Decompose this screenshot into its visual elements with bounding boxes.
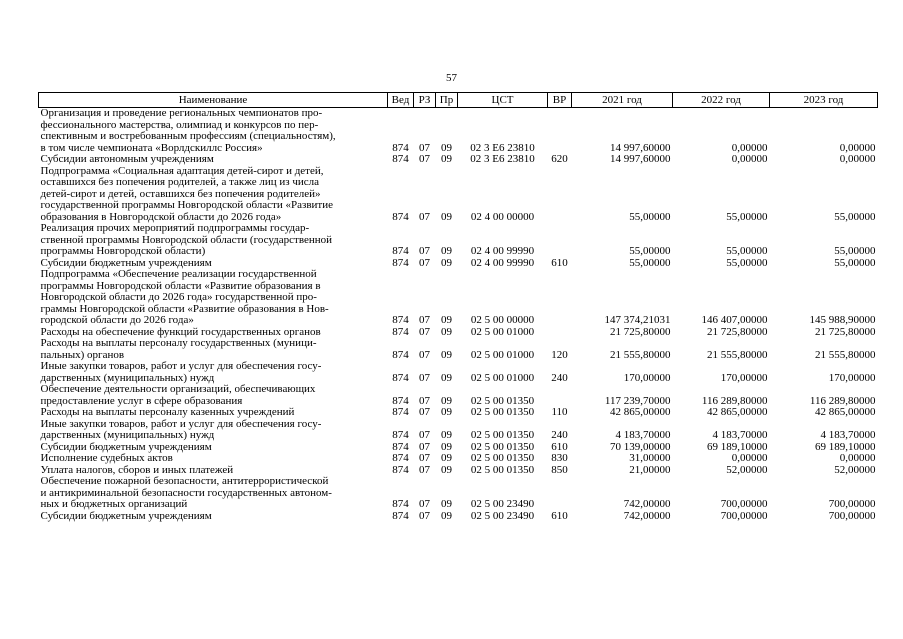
cell-y2023: 21 725,80000: [815, 325, 876, 338]
cell-ved: 874: [392, 325, 409, 338]
cell-cst: 02 5 00 00000: [470, 314, 535, 326]
cell-vr: [548, 476, 572, 511]
cell-pr: 09: [441, 429, 452, 441]
cell-ved: 874: [392, 245, 409, 257]
page-number: 57: [446, 72, 457, 84]
table-body: [39, 108, 878, 523]
cell-y2022: 116 289,80000: [701, 394, 768, 407]
cell-vr: [548, 327, 572, 339]
cell-pr: 09: [441, 256, 452, 269]
cell-y2021: 55,00000: [629, 245, 671, 257]
cell-cst: 02 5 00 23490: [470, 509, 535, 522]
cell-name: [39, 154, 388, 166]
table-row: [39, 453, 878, 465]
cell-cst: 02 5 00 23490: [470, 498, 535, 510]
cell-cst: 02 5 00 01350: [470, 429, 535, 441]
cell-name-line: государственной программы Новгородской области «Развитие: [40, 199, 333, 211]
cell-y2023: 55,00000: [834, 256, 876, 269]
cell-vr: [548, 166, 572, 224]
cell-name-line: дарственных (муниципальных) нужд: [40, 429, 215, 441]
cell-y2023: 4 183,70000: [820, 429, 876, 441]
cell-cst: 02 4 00 00000: [470, 210, 535, 223]
cell-y2022: 146 407,00000: [701, 314, 768, 326]
cell-y2022: 55,00000: [726, 256, 768, 269]
cell-vr: 850: [551, 463, 568, 476]
cell-vr: 620: [551, 153, 568, 165]
cell-rz: 07: [419, 348, 430, 361]
cell-rz: 07: [419, 245, 430, 257]
table-row: [39, 407, 878, 419]
cell-ved: 874: [392, 406, 409, 418]
cell-pr: 09: [441, 325, 452, 338]
cell-y2021: 4 183,70000: [615, 429, 671, 441]
cell-y2023: 55,00000: [834, 210, 876, 223]
cell-name-line: детей-сирот и детей, оставшихся без попечения родителей»: [40, 187, 321, 200]
cell-rz: 07: [419, 463, 430, 476]
cell-vr: [548, 269, 572, 327]
cell-y2021: 742,00000: [623, 509, 671, 522]
cell-rz: 07: [419, 141, 430, 154]
cell-y2022: 700,00000: [720, 509, 768, 522]
table-row: [39, 476, 878, 511]
cell-ved: 874: [392, 153, 409, 165]
cell-ved: 874: [392, 498, 409, 510]
cell-ved: 874: [392, 256, 409, 269]
cell-ved: 874: [392, 394, 409, 407]
cell-name-line: Обеспечение деятельности организаций, обеспечивающих: [40, 383, 316, 395]
cell-rz: 07: [419, 509, 430, 522]
cell-y2023: 0,00000: [839, 141, 876, 154]
cell-name: [39, 269, 388, 327]
cell-name: [39, 419, 388, 442]
cell-rz: 07: [419, 440, 430, 453]
cell-name: [39, 453, 388, 465]
cell-name-line: Подпрограмма «Социальная адаптация детей-сирот и детей,: [40, 164, 324, 177]
cell-name: [39, 338, 388, 361]
cell-vr: 610: [551, 440, 568, 453]
cell-cst: 02 5 00 01350: [470, 440, 535, 453]
cell-y2022: 52,00000: [726, 463, 768, 476]
cell-y2021: 742,00000: [623, 498, 671, 510]
cell-name-line: Обеспечение пожарной безопасности, антитеррористической: [40, 475, 329, 487]
header-name: Наименование: [39, 93, 388, 108]
cell-name: [39, 384, 388, 407]
cell-y2021: 70 139,00000: [610, 440, 671, 453]
cell-y2023: 700,00000: [828, 498, 876, 510]
cell-y2022: 700,00000: [720, 498, 768, 510]
cell-name-line: образования в Новгородской области до 2026 года»: [40, 210, 282, 223]
cell-name-line: пальных) органов: [40, 348, 125, 361]
cell-y2022: 42 865,00000: [707, 406, 768, 418]
cell-name-line: Организация и проведение региональных чемпионатов про-: [40, 107, 323, 119]
cell-cst: 02 4 00 99990: [470, 256, 535, 269]
cell-pr: 09: [441, 314, 452, 326]
cell-cst: 02 5 00 01350: [470, 394, 535, 407]
cell-y2022: 0,00000: [731, 153, 768, 165]
cell-y2022: 55,00000: [726, 245, 768, 257]
cell-name: [39, 407, 388, 419]
cell-rz: 07: [419, 153, 430, 165]
cell-name-line: Субсидии бюджетным учреждениям: [40, 440, 212, 453]
cell-name-line: в том числе чемпионата «Ворлдскиллс Россия»: [40, 141, 263, 154]
table-row: [39, 108, 878, 155]
cell-name-line: Подпрограмма «Обеспечение реализации государственной: [40, 268, 317, 280]
cell-ved: 874: [392, 141, 409, 154]
cell-pr: 09: [441, 210, 452, 223]
cell-pr: 09: [441, 141, 452, 154]
cell-y2023: 52,00000: [834, 463, 876, 476]
cell-name-line: Субсидии автономным учреждениям: [40, 153, 214, 165]
cell-ved: 874: [392, 429, 409, 441]
cell-y2023: 0,00000: [839, 153, 876, 165]
cell-ved: 874: [392, 371, 409, 384]
cell-y2022: 21 725,80000: [707, 325, 768, 338]
header-ved: Вед: [388, 93, 414, 108]
cell-cst: 02 5 00 01350: [470, 463, 535, 476]
cell-pr: 09: [441, 452, 452, 464]
budget-table: [38, 92, 878, 522]
cell-cst: 02 3 Е6 23810: [470, 153, 535, 165]
cell-pr: 09: [441, 394, 452, 407]
cell-y2023: 170,00000: [828, 371, 876, 384]
cell-ved: 874: [392, 348, 409, 361]
cell-cst: 02 5 00 01000: [470, 348, 535, 361]
cell-y2022: 69 189,10000: [707, 440, 768, 453]
header-pr: Пр: [436, 93, 458, 108]
cell-cst: 02 5 00 01000: [470, 325, 535, 338]
cell-vr: 610: [551, 256, 568, 269]
header-2021: 2021 год: [572, 93, 673, 108]
cell-rz: 07: [419, 210, 430, 223]
cell-y2022: 21 555,80000: [707, 348, 768, 361]
cell-name-line: Иные закупки товаров, работ и услуг для обеспечения госу-: [40, 417, 322, 430]
cell-y2021: 42 865,00000: [610, 406, 671, 418]
cell-ved: 874: [392, 210, 409, 223]
cell-name-line: Уплата налогов, сборов и иных платежей: [40, 463, 234, 476]
cell-name-line: дарственных (муниципальных) нужд: [40, 371, 215, 384]
table-header-row: [39, 93, 878, 108]
cell-pr: 09: [441, 406, 452, 418]
cell-name-line: ственной программы Новгородской области (государственной: [40, 233, 332, 246]
table-row: [39, 419, 878, 442]
cell-rz: 07: [419, 394, 430, 407]
cell-y2022: 4 183,70000: [712, 429, 768, 441]
table-row: [39, 223, 878, 258]
cell-name: [39, 166, 388, 224]
table-row: [39, 166, 878, 224]
cell-rz: 07: [419, 498, 430, 510]
cell-name-line: спективным и востребованным профессиям (специальностям),: [40, 130, 336, 142]
cell-y2021: 21,00000: [629, 463, 671, 476]
cell-y2023: 116 289,80000: [809, 394, 876, 407]
cell-vr: [548, 108, 572, 155]
cell-name: [39, 476, 388, 511]
cell-rz: 07: [419, 325, 430, 338]
cell-vr: [548, 384, 572, 407]
cell-name: [39, 223, 388, 258]
cell-name-line: Исполнение судебных актов: [40, 452, 173, 464]
cell-name-line: оставшихся без попечения родителей, а также лиц из числа: [40, 176, 320, 188]
cell-y2023: 69 189,10000: [815, 440, 876, 453]
cell-y2022: 170,00000: [720, 371, 768, 384]
cell-name: [39, 511, 388, 523]
cell-y2022: 55,00000: [726, 210, 768, 223]
cell-name-line: Субсидии бюджетным учреждениям: [40, 256, 212, 269]
cell-y2021: 14 997,60000: [610, 141, 671, 154]
cell-rz: 07: [419, 371, 430, 384]
cell-cst: 02 5 00 01350: [470, 452, 535, 464]
cell-y2021: 170,00000: [623, 371, 671, 384]
cell-pr: 09: [441, 371, 452, 384]
cell-name-line: и антикриминальной безопасности государственных автоном-: [40, 486, 332, 499]
cell-name-line: Расходы на выплаты персоналу государственных (муници-: [40, 337, 317, 349]
cell-pr: 09: [441, 498, 452, 510]
cell-y2021: 14 997,60000: [610, 153, 671, 165]
header-2022: 2022 год: [673, 93, 770, 108]
cell-name-line: граммы Новгородской области «Развитие образования в Нов-: [40, 302, 329, 315]
cell-pr: 09: [441, 509, 452, 522]
cell-rz: 07: [419, 256, 430, 269]
cell-y2021: 21 725,80000: [610, 325, 671, 338]
cell-name-line: Расходы на обеспечение функций государственных органов: [40, 325, 321, 338]
cell-y2022: 0,00000: [731, 141, 768, 154]
cell-pr: 09: [441, 153, 452, 165]
cell-vr: 120: [551, 348, 568, 361]
cell-pr: 09: [441, 463, 452, 476]
cell-rz: 07: [419, 429, 430, 441]
cell-name-line: Иные закупки товаров, работ и услуг для обеспечения госу-: [40, 360, 322, 372]
cell-rz: 07: [419, 314, 430, 326]
cell-name-line: Новгородской области до 2026 года» государственной про-: [40, 291, 317, 303]
header-cst: ЦСТ: [458, 93, 548, 108]
cell-y2023: 55,00000: [834, 245, 876, 257]
cell-cst: 02 4 00 99990: [470, 245, 535, 257]
cell-y2022: 0,00000: [731, 452, 768, 464]
cell-y2021: 31,00000: [629, 452, 671, 464]
cell-name-line: Реализация прочих мероприятий подпрограммы государ-: [40, 222, 310, 234]
cell-vr: [548, 223, 572, 258]
cell-pr: 09: [441, 348, 452, 361]
cell-name-line: программы Новгородской области): [40, 245, 206, 257]
cell-name-line: фессионального мастерства, олимпиад и конкурсов по пер-: [40, 118, 319, 131]
header-2023: 2023 год: [770, 93, 878, 108]
cell-y2023: 700,00000: [828, 509, 876, 522]
table-row: [39, 269, 878, 327]
cell-ved: 874: [392, 314, 409, 326]
cell-vr: 110: [551, 406, 568, 418]
header-vr: ВР: [548, 93, 572, 108]
cell-name-line: предоставление услуг в сфере образования: [40, 394, 243, 407]
header-rz: РЗ: [414, 93, 436, 108]
table-row: [39, 511, 878, 523]
cell-ved: 874: [392, 463, 409, 476]
cell-y2021: 117 239,70000: [604, 394, 671, 407]
cell-name: [39, 361, 388, 384]
cell-pr: 09: [441, 245, 452, 257]
cell-y2021: 55,00000: [629, 256, 671, 269]
cell-name-line: городской области до 2026 года»: [40, 314, 194, 326]
cell-rz: 07: [419, 452, 430, 464]
cell-name: [39, 108, 388, 155]
cell-vr: 240: [551, 371, 568, 384]
cell-y2021: 21 555,80000: [610, 348, 671, 361]
cell-ved: 874: [392, 440, 409, 453]
cell-vr: 610: [551, 509, 568, 522]
cell-name-line: программы Новгородской области «Развитие образования в: [40, 279, 321, 292]
cell-vr: 830: [551, 452, 568, 464]
cell-name-line: Расходы на выплаты персоналу казенных учреждений: [40, 406, 295, 418]
cell-name-line: ных и бюджетных организаций: [40, 498, 188, 510]
cell-y2023: 0,00000: [839, 452, 876, 464]
cell-ved: 874: [392, 452, 409, 464]
cell-y2021: 147 374,21031: [604, 314, 671, 326]
cell-cst: 02 3 Е6 23810: [470, 141, 535, 154]
cell-y2023: 145 988,90000: [809, 314, 876, 326]
table-row: [39, 154, 878, 166]
table-row: [39, 384, 878, 407]
cell-y2023: 42 865,00000: [815, 406, 876, 418]
cell-name-line: Субсидии бюджетным учреждениям: [40, 509, 212, 522]
cell-cst: 02 5 00 01350: [470, 406, 535, 418]
table-row: [39, 361, 878, 384]
cell-cst: 02 5 00 01000: [470, 371, 535, 384]
cell-y2021: 55,00000: [629, 210, 671, 223]
table-row: [39, 338, 878, 361]
cell-pr: 09: [441, 440, 452, 453]
cell-y2023: 21 555,80000: [815, 348, 876, 361]
cell-ved: 874: [392, 509, 409, 522]
cell-rz: 07: [419, 406, 430, 418]
cell-vr: 240: [551, 429, 568, 441]
